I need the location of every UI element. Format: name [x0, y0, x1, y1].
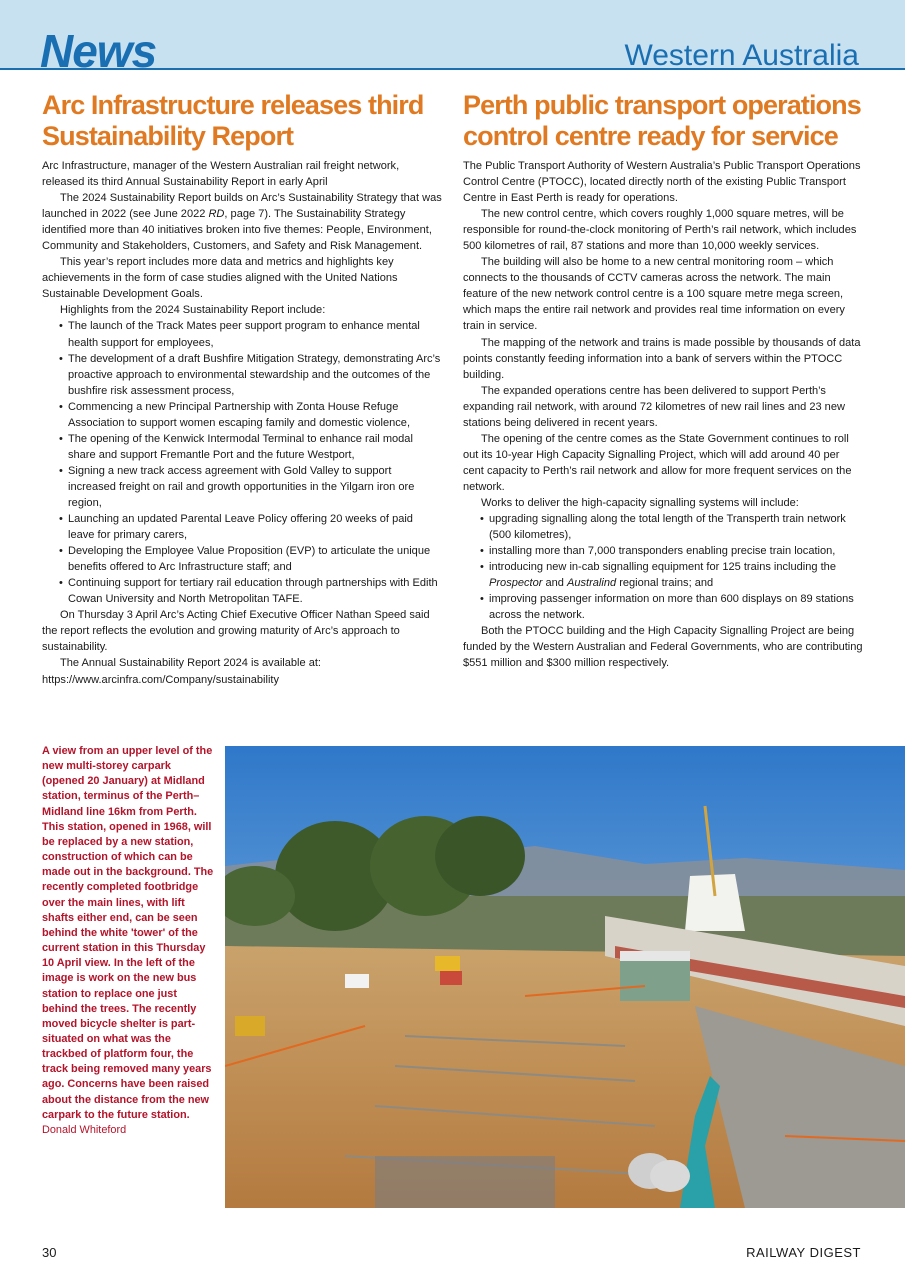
paragraph-link: The Annual Sustainability Report 2024 is available at: https://www.arcinfra.com/Company/sustainability [42, 657, 321, 686]
page-number: 30 [42, 1245, 57, 1260]
photo-illustration [225, 746, 905, 1208]
caption-text: A view from an upper level of the new multi-storey carpark (opened 20 January) at Midland station, terminus of the Perth–Midland line 16km from Perth. This station, opened in 1968, will be replaced by a new station, construction of which can be made out in the background. The recently completed footbridge over the main lines, with lift shafts either end, can be seen behind the white 'tower' of the current station in this Thursday 10 April view. In the left of the image is work on the new bus station to replace one just behind the trees. The recently moved bicycle shelter is part-situated on what was the trackbed of platform four, the track being removed many years ago. Concerns have been raised about the distance from the new carpark to the future station. [42, 745, 214, 1121]
paragraph: The Public Transport Authority of Western Australia’s Public Transport Operations Control Centre (PTOCC), located directly north of the existing Public Transport Centre in East Perth is ready for operations. [463, 160, 861, 205]
region-title: Western Australia [624, 39, 859, 72]
paragraph: Arc Infrastructure, manager of the Western Australian rail freight network, released its third Annual Sustainability Report in early April [42, 160, 400, 189]
list-item: • Signing a new track access agreement with Gold Valley to support increased freight on rail and growth opportunities in the Yilgarn iron ore region, [42, 463, 442, 511]
list-item: • Continuing support for tertiary rail education through partnerships with Edith Cowan University and North Metropolitan TAFE. [42, 575, 442, 607]
list-item: • installing more than 7,000 transponders enabling precise train location, [463, 543, 863, 559]
headline-line-2: control centre ready for service [463, 121, 838, 151]
list-item: • introducing new in-cab signalling equipment for 125 trains including the Prospector and Australind regional trains; and [463, 559, 863, 591]
paragraph: Both the PTOCC building and the High Capacity Signalling Project are being funded by the Western Australian and Federal Governments, who are contributing $551 million and $300 million respectively. [463, 625, 863, 670]
list-item: • The development of a draft Bushfire Mitigation Strategy, demonstrating Arc’s proactive approach to environmental stewardship and the outcomes of the bushfire risk assessment process, [42, 351, 442, 399]
article-headline [42, 90, 442, 152]
station-construction-photo [225, 746, 905, 1208]
photo-credit: Donald Whiteford [42, 1123, 127, 1136]
highlights-list [42, 318, 442, 607]
headline-line-1: Arc Infrastructure releases third [42, 90, 424, 120]
paragraph: The 2024 Sustainability Report builds on Arc’s Sustainability Strategy that was launched in 2022 (see June 2022 RD, page 7). The Sustainability Strategy identified more than 40 initiatives broken into five themes: People, Environment, Community and Stakeholders, Customers, and Safety and Risk Management. [42, 192, 442, 253]
paragraph: The building will also be home to a new central monitoring room – which connects to the thousands of CCTV cameras across the network. The main feature of the new network control centre is a 100 square metre mega screen, which maps the entire rail network and provides real time information on every train in service. [463, 256, 845, 333]
paragraph: Works to deliver the high-capacity signalling systems will include: [481, 496, 799, 509]
publication-name: RAILWAY DIGEST [746, 1245, 861, 1260]
headline-line-1: Perth public transport operations [463, 90, 861, 120]
list-item: • The launch of the Track Mates peer support program to enhance mental health support for employees, [42, 318, 442, 350]
list-item: • upgrading signalling along the total length of the Transperth train network (500 kilometres), [463, 511, 863, 543]
list-item: • Developing the Employee Value Proposition (EVP) to articulate the unique benefits offered to Arc Infrastructure staff; and [42, 543, 442, 575]
article-arc-infrastructure [42, 90, 442, 688]
list-item: • Launching an updated Parental Leave Policy offering 20 weeks of paid leave for primary carers, [42, 511, 442, 543]
article-ptocc [463, 90, 863, 672]
list-item: • Commencing a new Principal Partnership with Zonta House Refuge Association to support women escaping family and domestic violence, [42, 399, 442, 431]
paragraph: The expanded operations centre has been delivered to support Perth’s expanding rail network, with around 72 kilometres of new rail lines and 23 new stations being delivered in recent years. [463, 384, 845, 429]
list-item: • The opening of the Kenwick Intermodal Terminal to enhance rail modal share and support Fremantle Port and the future Westport, [42, 431, 442, 463]
article-headline [463, 90, 863, 152]
list-item: • improving passenger information on more than 600 displays on 89 stations across the network. [463, 591, 863, 623]
headline-line-2: Sustainability Report [42, 121, 294, 151]
photo-caption [42, 744, 214, 1138]
article-body [463, 158, 863, 672]
paragraph: The mapping of the network and trains is made possible by thousands of data points constantly feeding information into a bank of servers within the PTOCC building. [463, 336, 861, 381]
section-title: News [40, 25, 157, 77]
article-body [42, 158, 442, 688]
paragraph: On Thursday 3 April Arc’s Acting Chief Executive Officer Nathan Speed said the report reflects the evolution and growing maturity of Arc’s approach to sustainability. [42, 609, 430, 654]
signalling-works-list [463, 511, 863, 623]
paragraph: The opening of the centre comes as the State Government continues to roll out its 10-year High Capacity Signalling Project, which will add around 40 per cent capacity to Perth’s rail network and allow for more frequent services on the network. [463, 432, 852, 493]
paragraph: Highlights from the 2024 Sustainability Report include: [60, 304, 326, 317]
paragraph: The new control centre, which covers roughly 1,000 square metres, will be responsible for round-the-clock monitoring of Perth’s rail network, which includes 500 kilometres of rail, 87 stations and more than 10,000 weekly services. [463, 208, 857, 253]
paragraph: This year’s report includes more data and metrics and highlights key achievements in the form of case studies aligned with the United Nations Sustainable Development Goals. [42, 256, 398, 301]
